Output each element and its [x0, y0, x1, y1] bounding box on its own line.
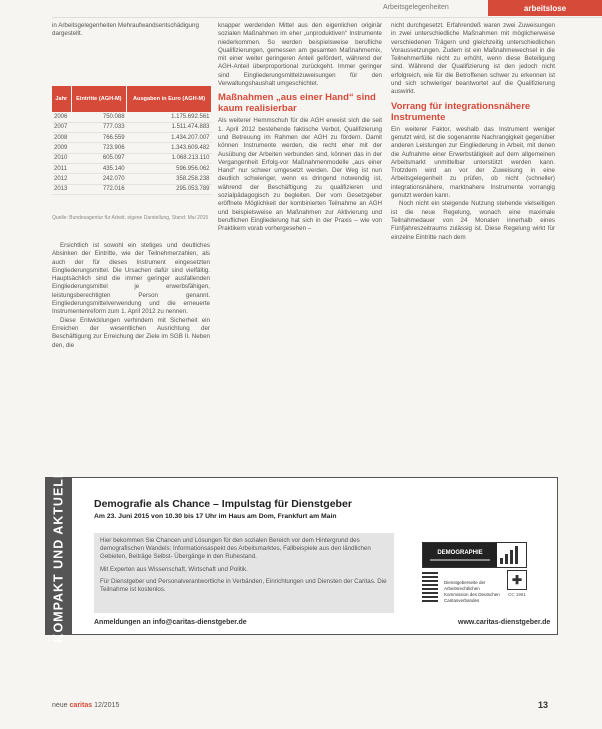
- section-title: Arbeitsgelegenheiten: [383, 4, 449, 11]
- registration-email-link[interactable]: Anmeldungen an info@caritas-dienstgeber.de: [94, 619, 247, 626]
- caritas-logo: [422, 570, 527, 610]
- magazine-name: caritas: [69, 702, 93, 709]
- table-cell: 2013: [52, 184, 71, 194]
- header-divider: [52, 17, 602, 18]
- table-cell: 435.140: [71, 163, 126, 173]
- table-cell: 2011: [52, 163, 71, 173]
- ad-paragraph: Hier bekommen Sie Chancen und Lösungen für den sozialen Bereich vor dem Hintergrund des demografischen Wandels: Informationsaspekt des Arbeitsmarktes, Fallbeispiele aus den ländlichen Gebieten, Beiträge Selbst- Übergänge in den Ruhestand.: [100, 537, 371, 561]
- table-header: Jahr: [52, 86, 71, 112]
- body-paragraph: Noch nicht ein steigende Nutzung stehende vielseitigen ist die neue Regelung, wonach eine maximale Teilnahmedauer von 24 Monaten innerhalb eines Fünfjahreszeitraums zulässig ist. Diese Regelung wirkt für einzelne Eintritte nach dem: [391, 200, 555, 241]
- demographie-logo-text: DEMOGRAPHIE: [437, 549, 483, 556]
- page-number: 13: [538, 700, 549, 710]
- table-row: [52, 174, 212, 184]
- table-cell: 772.016: [71, 184, 126, 194]
- intro-text: in Arbeitsgelegenheiten Mehraufwandsentschädigung dargestellt.: [52, 22, 199, 38]
- pattern-graphic: [422, 570, 438, 602]
- issue-number: 12/2015: [94, 702, 120, 709]
- table-source-note: Quelle: Bundesagentur für Arbeit, eigene Darstellung, Stand: Mai 2015: [52, 215, 209, 221]
- magazine-prefix: neue: [52, 702, 68, 709]
- section-heading: Maßnahmen „aus einer Hand“ sind kaum realisierbar: [218, 92, 376, 115]
- table-cell: 2006: [52, 112, 71, 122]
- magazine-footer: [52, 702, 119, 709]
- category-badge[interactable]: arbeitslose: [488, 0, 602, 16]
- table-cell: 2009: [52, 143, 71, 153]
- statistics-table: [52, 86, 212, 195]
- table-cell: 295.053.789: [127, 184, 212, 194]
- caritas-cross-icon: ✚: [507, 570, 527, 590]
- table-row: [52, 112, 212, 122]
- event-advertisement: [45, 469, 558, 643]
- table-header: Ausgaben in Euro (AGH-M): [127, 86, 212, 112]
- table-cell: 1.175.692.561: [127, 112, 212, 122]
- demographie-logo: [422, 542, 527, 568]
- table-cell: 2008: [52, 133, 71, 143]
- table-cell: 242.070: [71, 174, 126, 184]
- table-cell: 596.956.062: [127, 163, 212, 173]
- body-paragraph: Als weiterer Hemmschuh für die AGH erweist sich die seit 1. April 2012 bestehende faktische Verbot, Qualifizierung und Betreuung im Rahmen der AGH zu fördern. Damit können Instrumente werden, die recht eher mit der Ausübung der Arbeiten verbunden sind, können das in der Vergangenheit Erfolg-vor Maßnahmenmodelle „aus einer Hand“ nur schwer umgesetzt werden. Der Weg ist nun deutlich schwieriger, wenn es dringend notwendig ist, während der Beschäftigung zu qualifizieren und sozialpädagogisch zu begleiten. Der vom Gesetzgeber eröffnete Möglichkeit der kombinierten Teilnahme an AGH und beispielsweise an Maßnahmen zur Aktivierung und beruflichen Eingliederung hat sich in der Praxis – wie von Praktikern vorab vorhergesehen –: [218, 117, 382, 233]
- ad-subtitle: Am 23. Juni 2015 von 10.30 bis 17 Uhr im Haus am Dom, Frankfurt am Main: [94, 513, 337, 520]
- table-row: [52, 163, 212, 173]
- body-paragraph: Ein weiterer Faktor, weshalb das Instrument weniger genutzt wird, ist die sogenannte Nachrangigkeit gegenüber anderen Leistungen zur Eingliederung in Arbeit, mit denen die Aufnahme einer Erwerbstätigkeit auf dem allgemeinen Arbeitsmarkt unmittelbar unterstützt werden kann. Trotzdem wird an vor der Zuweisung in eine Arbeitsgelegenheit zu prüfen, ob nicht (schneller) integrationsnähere, marktnahere Instrumente vorrangig genutzt werden kann.: [391, 125, 555, 200]
- table-header: Eintritte (AGH-M): [71, 86, 126, 112]
- website-link[interactable]: www.caritas-dienstgeber.de: [458, 619, 551, 626]
- column-2: [218, 22, 382, 234]
- ad-side-label: KOMPAKT UND AKTUELL: [52, 469, 66, 643]
- body-paragraph: knapper werdenden Mittel aus den eigenlichen originär sozialen Maßnahmen im eher „unproduktiven“ Instrumente niederkommen. So werden beispielsweise berufliche Qualifizierungen, gemessen am gesamten Maßnahmemix, mit einer weiter geringeren Anteil gefördert, während der AGH-Anteil überproportional zurückgeht. Immer geringer sind Eingliederungsmittelzuweisungen für den Verwaltungshaushalt umgeschichtet.: [218, 22, 382, 88]
- table-row: [52, 122, 212, 132]
- table-cell: 1.068.213.110: [127, 153, 212, 163]
- table-cell: 750.088: [71, 112, 126, 122]
- table-cell: 1.511.474.883: [127, 122, 212, 132]
- table-cell: 2012: [52, 174, 71, 184]
- table-row: [52, 184, 212, 194]
- body-paragraph: nicht durchgesetzt. Erfahrendeß waren zwei Zuweisungen in zwei unterschiedliche Maßnahmen mit möglicherweise verschiedenen Trägern und gleichzeitig unterschiedlichen Voraussetzungen. Zudem ist ein Maßnahmewechsel in die Teilnehmerfülle nicht zu erhöht, wenn diese Beteiligung sind. Während der Qualifizierung ist den jedoch nicht erfolgreich, wie für die Betroffenen schwer zu erkennen ist und sich schwieriger beantwortet auf die Qualifizierung auswirkt.: [391, 22, 555, 96]
- column-3: [391, 22, 555, 242]
- table-cell: 777.033: [71, 122, 126, 132]
- ad-side-banner: [46, 469, 72, 643]
- ad-title: Demografie als Chance – Impulstag für Dienstgeber: [94, 498, 352, 510]
- table-cell: 1.343.609.482: [127, 143, 212, 153]
- section-heading: Vorrang für integrationsnähere Instrumente: [391, 100, 531, 123]
- table-cell: 2010: [52, 153, 71, 163]
- ad-paragraph: Für Dienstgeber und Personalverantwortliche in Verbänden, Einrichtungen und Diensten der Caritas. Die Teilnahme ist kostenlos.: [100, 577, 387, 594]
- table-cell: 2007: [52, 122, 71, 132]
- table-cell: 358.258.238: [127, 174, 212, 184]
- body-paragraph: Ersichtlich ist sowohl ein stetiges und deutliches Absinken der Eintritte, wie der Teilnehmerzahlen, als auch der für dieses Instrument eingesetzten Eingliederungsmittel. Die Ursachen dafür sind vielfältig. Hauptsächlich sind die immer geringer ausfallenden Eingliederungsmittel je erwerbsfähigen, leistungsberechtigten Person genannt. Eingliederungsmittelverwendung und die erneuerte Instrumentenreform zum 1. April 2012 zu nennen.: [52, 242, 210, 316]
- table-row: [52, 143, 212, 153]
- ad-paragraph: Mit Experten aus Wissenschaft, Wirtschaft und Politik.: [100, 565, 248, 573]
- bar-icon: [497, 543, 526, 567]
- caritas-since-label: CC 1951: [508, 592, 526, 597]
- table-cell: 1.434.207.007: [127, 133, 212, 143]
- table-cell: 766.559: [71, 133, 126, 143]
- ad-description-box: [94, 533, 394, 613]
- body-paragraph: Diese Entwicklungen verhindern mit Sicherheit ein Erreichen der wesentlichen Ausrichtung der Beschäftigung zur Erreichung der Ziele im SGB II. Neben den, die: [52, 316, 210, 349]
- column-1-body: [52, 242, 210, 350]
- caritas-logo-text: Dienstgeberseite der Arbeitsrechtlichen Kommission des Deutschen Caritasverbandes: [444, 580, 500, 603]
- demographie-logo-label: [423, 543, 497, 567]
- logo-underline: [430, 559, 490, 561]
- table-cell: 605.097: [71, 153, 126, 163]
- table-cell: 723.906: [71, 143, 126, 153]
- table-row: [52, 153, 212, 163]
- table-row: [52, 133, 212, 143]
